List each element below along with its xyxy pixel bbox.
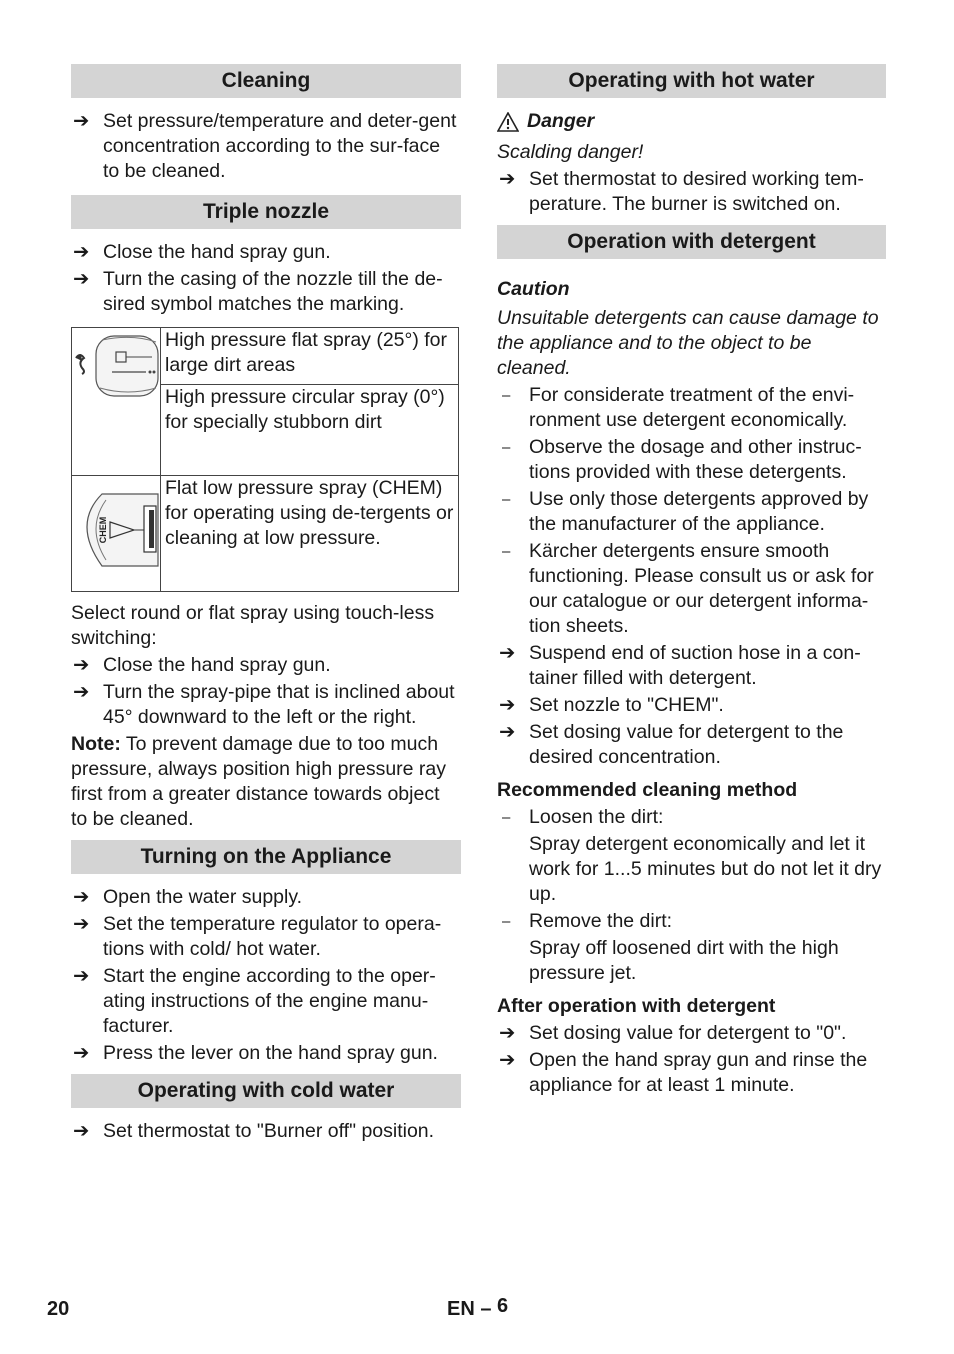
list-item: ➔ Set the temperature regulator to opera-tions with cold/ hot water. (73, 913, 442, 960)
arrow-icon: ➔ (73, 1042, 90, 1064)
list-item: – Use only those detergents approved by the manufacturer of the appliance. (502, 488, 869, 535)
list-item: – Loosen the dirt: (502, 806, 664, 828)
hot-water-steps (497, 167, 886, 217)
arrow-icon: ➔ (499, 642, 516, 664)
section-heading-hot-water: Operating with hot water (497, 64, 886, 98)
select-spray-text: Select round or flat spray using touch-less switching: (71, 602, 435, 649)
chem-label: CHEM (98, 516, 108, 544)
dash-marker: – (502, 543, 511, 560)
list-item: – Remove the dirt: (502, 910, 673, 932)
list-item: – For considerate treatment of the envi-ronment use detergent economically. (502, 384, 855, 431)
list-item: ➔ Set pressure/temperature and deter-gent concentration according to the sur-face to be cleaned. (73, 110, 457, 182)
arrow-icon: ➔ (73, 913, 90, 935)
danger-label: Danger (527, 110, 595, 132)
chem-nozzle-icon-cell (72, 476, 161, 592)
arrow-icon: ➔ (73, 965, 90, 987)
list-item: ➔ Start the engine according to the oper-ating instructions of the engine manu-facturer. (73, 965, 436, 1037)
arrow-icon: ➔ (499, 1049, 516, 1071)
spray-switching-steps (71, 653, 461, 730)
triple-nozzle-steps (71, 240, 461, 317)
arrow-icon: ➔ (499, 168, 516, 190)
nozzle-settings-table (71, 327, 459, 592)
cleaning-steps (71, 109, 461, 184)
danger-heading (497, 109, 886, 134)
warning-triangle-icon (497, 112, 519, 132)
dash-marker: – (502, 439, 511, 456)
arrow-icon: ➔ (73, 681, 90, 703)
arrow-icon: ➔ (73, 1120, 90, 1142)
section-heading-cold-water: Operating with cold water (71, 1074, 461, 1108)
page-number: 20 (47, 1298, 70, 1320)
section-heading-detergent: Operation with detergent (497, 225, 886, 259)
low-pressure-spray-description: Flat low pressure spray (CHEM) for operating using de-tergents or cleaning at low pressure. (161, 476, 459, 592)
section-heading-turning-on: Turning on the Appliance (71, 840, 461, 874)
high-pressure-nozzle-icon-cell (72, 328, 161, 476)
remove-dirt-text: Spray off loosened dirt with the high pressure jet. (529, 937, 839, 984)
note-paragraph: Note: To prevent damage due to too much pressure, always position high pressure ray first from a greater distance towards object to be cleaned. (71, 733, 447, 830)
list-item: – Observe the dosage and other instruc-tions provided with these detergents. (502, 436, 862, 483)
section-heading-cleaning: Cleaning (71, 64, 461, 98)
arrow-icon: ➔ (73, 241, 90, 263)
after-detergent-heading: After operation with detergent (497, 995, 776, 1017)
arrow-icon: ➔ (73, 654, 90, 676)
flat-spray-description: High pressure flat spray (25°) for large dirt areas (161, 328, 459, 385)
high-pressure-nozzle-icon (72, 328, 160, 468)
dash-marker: – (502, 387, 511, 404)
arrow-icon: ➔ (499, 694, 516, 716)
dash-marker: – (502, 809, 511, 826)
list-item: ➔ Turn the casing of the nozzle till the de-sired symbol matches the marking. (73, 268, 443, 315)
arrow-icon: ➔ (73, 268, 90, 290)
circular-spray-description: High pressure circular spray (0°) for specially stubborn dirt (161, 385, 459, 476)
list-item: ➔ Press the lever on the hand spray gun. (73, 1042, 438, 1064)
arrow-icon: ➔ (499, 721, 516, 743)
chem-nozzle-icon (72, 476, 160, 584)
right-column (497, 64, 886, 1100)
arrow-icon: ➔ (73, 886, 90, 908)
caution-text: Unsuitable detergents can cause damage to the appliance and to the object to be cleaned. (497, 307, 879, 379)
dash-marker: – (502, 913, 511, 930)
list-item: ➔ Set thermostat to "Burner off" position. (73, 1120, 435, 1142)
section-heading-triple-nozzle: Triple nozzle (71, 195, 461, 229)
cold-water-steps (71, 1119, 461, 1144)
turning-on-steps (71, 885, 461, 1066)
dash-marker: – (502, 491, 511, 508)
loosen-dirt-text: Spray detergent economically and let it work for 1...5 minutes but do not let it dry up. (529, 833, 882, 905)
list-item: ➔ Set nozzle to "CHEM". (499, 694, 724, 716)
danger-text: Scalding danger! (497, 141, 644, 163)
left-column (71, 64, 461, 1146)
detergent-steps (497, 641, 886, 770)
language-page-indicator: EN – 6 (447, 1295, 509, 1320)
after-detergent-steps (497, 1021, 886, 1098)
detergent-notes (497, 383, 886, 639)
arrow-icon: ➔ (73, 110, 90, 132)
list-item: – Kärcher detergents ensure smooth functioning. Please consult us or ask for our catalogue or our detergent informa-tion sheets. (502, 540, 874, 637)
list-item: ➔ Close the hand spray gun. (73, 241, 331, 263)
recommended-method-steps (497, 805, 886, 986)
list-item: ➔ Set dosing value for detergent to "0". (499, 1022, 847, 1044)
list-item: ➔ Set thermostat to desired working tem-perature. The burner is switched on. (499, 168, 864, 215)
list-item: ➔ Open the water supply. (73, 886, 303, 908)
list-item: ➔ Set dosing value for detergent to the desired concentration. (499, 721, 844, 768)
recommended-method-heading: Recommended cleaning method (497, 779, 798, 801)
list-item: ➔ Turn the spray-pipe that is inclined about 45° downward to the left or the right. (73, 681, 455, 728)
list-item: ➔ Close the hand spray gun. (73, 654, 331, 676)
arrow-icon: ➔ (499, 1022, 516, 1044)
caution-label: Caution (497, 278, 570, 300)
list-item: ➔ Suspend end of suction hose in a con-tainer filled with detergent. (499, 642, 861, 689)
list-item: ➔ Open the hand spray gun and rinse the appliance for at least 1 minute. (499, 1049, 868, 1096)
